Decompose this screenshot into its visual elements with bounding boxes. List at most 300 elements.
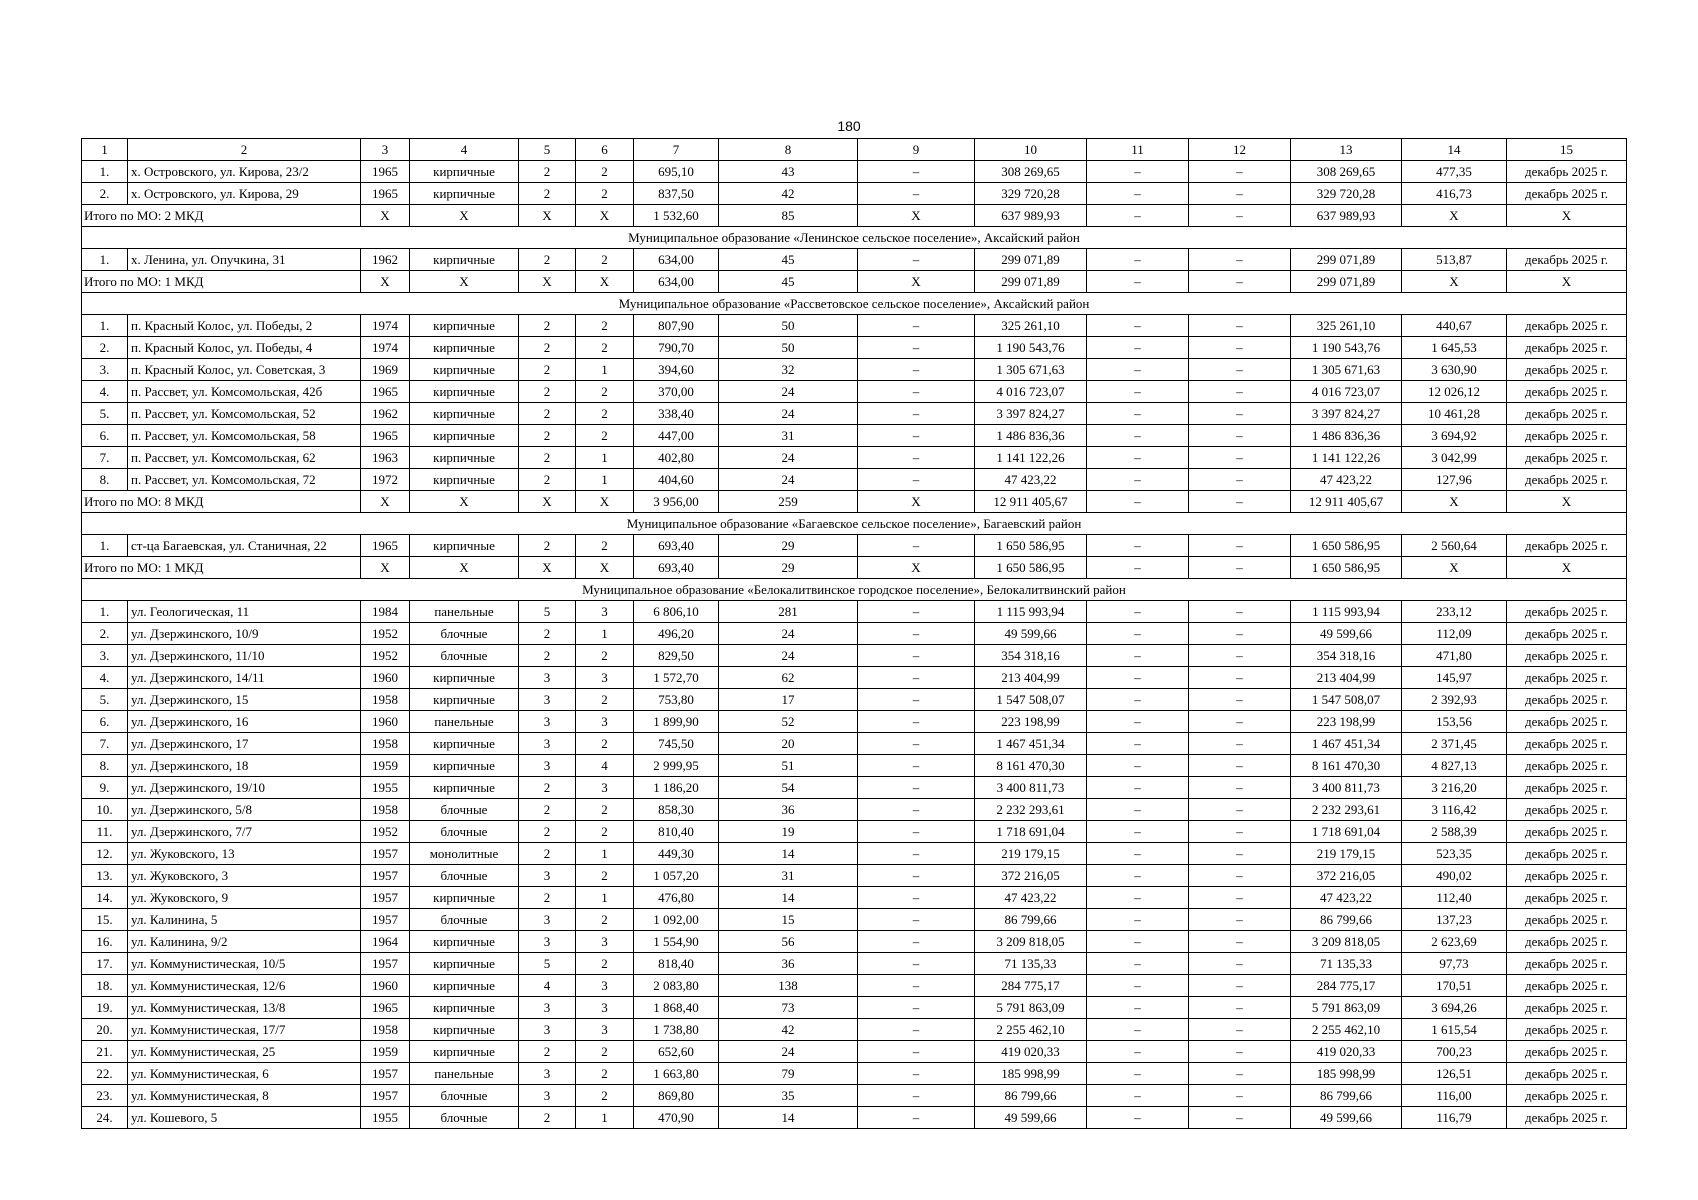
table-cell: 2 bbox=[519, 249, 576, 271]
table-cell: декабрь 2025 г. bbox=[1507, 689, 1627, 711]
table-cell: 116,00 bbox=[1402, 1085, 1507, 1107]
table-cell: 4. bbox=[82, 667, 128, 689]
table-cell: п. Рассвет, ул. Комсомольская, 72 bbox=[128, 469, 361, 491]
table-cell: 14. bbox=[82, 887, 128, 909]
table-cell: 1958 bbox=[361, 689, 410, 711]
table-cell: – bbox=[858, 161, 975, 183]
total-label: Итого по МО: 1 МКД bbox=[82, 271, 361, 293]
table-cell: 3 216,20 bbox=[1402, 777, 1507, 799]
table-cell: 2 bbox=[576, 865, 634, 887]
total-cell: X bbox=[410, 557, 519, 579]
table-cell: 2 bbox=[519, 623, 576, 645]
table-cell: 12. bbox=[82, 843, 128, 865]
table-cell: 1 186,20 bbox=[634, 777, 719, 799]
table-cell: 2 bbox=[576, 1085, 634, 1107]
table-cell: – bbox=[858, 865, 975, 887]
table-cell: ул. Дзержинского, 14/11 bbox=[128, 667, 361, 689]
table-cell: 1972 bbox=[361, 469, 410, 491]
table-cell: 50 bbox=[719, 315, 858, 337]
table-cell: 3 bbox=[576, 711, 634, 733]
table-cell: ул. Калинина, 5 bbox=[128, 909, 361, 931]
total-cell: X bbox=[1402, 205, 1507, 227]
total-cell: X bbox=[858, 271, 975, 293]
table-cell: 1 bbox=[576, 887, 634, 909]
table-cell: 2 392,93 bbox=[1402, 689, 1507, 711]
table-cell: – bbox=[1189, 843, 1291, 865]
table-cell: 2 bbox=[519, 381, 576, 403]
table-cell: 1 467 451,34 bbox=[975, 733, 1087, 755]
table-cell: – bbox=[1189, 1085, 1291, 1107]
table-cell: 1. bbox=[82, 249, 128, 271]
table-cell: – bbox=[1087, 249, 1189, 271]
table-cell: 3 630,90 bbox=[1402, 359, 1507, 381]
table-cell: декабрь 2025 г. bbox=[1507, 755, 1627, 777]
total-cell: X bbox=[576, 491, 634, 513]
total-cell: X bbox=[1402, 491, 1507, 513]
table-cell: 284 775,17 bbox=[1291, 975, 1402, 997]
table-cell: кирпичные bbox=[410, 381, 519, 403]
column-number-cell: 6 bbox=[576, 139, 634, 161]
table-cell: 3 bbox=[519, 733, 576, 755]
table-cell: – bbox=[858, 315, 975, 337]
table-cell: 49 599,66 bbox=[1291, 623, 1402, 645]
total-row bbox=[82, 557, 1627, 579]
table-cell: – bbox=[1189, 249, 1291, 271]
table-cell: 1 190 543,76 bbox=[1291, 337, 1402, 359]
table-cell: 476,80 bbox=[634, 887, 719, 909]
table-cell: 2 bbox=[519, 469, 576, 491]
table-cell: 1 115 993,94 bbox=[1291, 601, 1402, 623]
table-cell: 2 bbox=[519, 799, 576, 821]
table-cell: 281 bbox=[719, 601, 858, 623]
table-cell: – bbox=[1189, 381, 1291, 403]
table-cell: 394,60 bbox=[634, 359, 719, 381]
table-cell: 2 999,95 bbox=[634, 755, 719, 777]
table-cell: кирпичные bbox=[410, 689, 519, 711]
table-cell: 354 318,16 bbox=[1291, 645, 1402, 667]
table-cell: 1959 bbox=[361, 755, 410, 777]
municipality-header-row bbox=[82, 579, 1627, 601]
table-cell: – bbox=[858, 689, 975, 711]
table-cell: кирпичные bbox=[410, 161, 519, 183]
total-cell: 12 911 405,67 bbox=[1291, 491, 1402, 513]
table-cell: кирпичные bbox=[410, 733, 519, 755]
table-cell: 6. bbox=[82, 425, 128, 447]
table-cell: декабрь 2025 г. bbox=[1507, 733, 1627, 755]
housing-repair-table bbox=[81, 138, 1627, 1129]
table-body bbox=[82, 161, 1627, 1129]
table-cell: 49 599,66 bbox=[1291, 1107, 1402, 1129]
table-cell: декабрь 2025 г. bbox=[1507, 865, 1627, 887]
table-cell: – bbox=[1087, 623, 1189, 645]
table-cell: 807,90 bbox=[634, 315, 719, 337]
column-number-cell: 15 bbox=[1507, 139, 1627, 161]
total-cell: 693,40 bbox=[634, 557, 719, 579]
total-cell: X bbox=[410, 205, 519, 227]
table-cell: декабрь 2025 г. bbox=[1507, 623, 1627, 645]
table-cell: ул. Дзержинского, 19/10 bbox=[128, 777, 361, 799]
table-cell: 24 bbox=[719, 403, 858, 425]
table-cell: – bbox=[1189, 733, 1291, 755]
table-cell: 790,70 bbox=[634, 337, 719, 359]
table-cell: 652,60 bbox=[634, 1041, 719, 1063]
table-cell: – bbox=[858, 425, 975, 447]
table-cell: декабрь 2025 г. bbox=[1507, 821, 1627, 843]
table-row bbox=[82, 887, 1627, 909]
table-cell: 1 615,54 bbox=[1402, 1019, 1507, 1041]
table-cell: 1965 bbox=[361, 381, 410, 403]
table-cell: 8. bbox=[82, 755, 128, 777]
table-cell: ул. Кошевого, 5 bbox=[128, 1107, 361, 1129]
total-cell: X bbox=[1507, 271, 1627, 293]
table-cell: ул. Дзержинского, 5/8 bbox=[128, 799, 361, 821]
table-cell: 6 806,10 bbox=[634, 601, 719, 623]
table-cell: х. Островского, ул. Кирова, 29 bbox=[128, 183, 361, 205]
table-cell: 3 bbox=[519, 909, 576, 931]
total-cell: 3 956,00 bbox=[634, 491, 719, 513]
table-cell: 2. bbox=[82, 623, 128, 645]
table-cell: 2 bbox=[576, 645, 634, 667]
total-cell: – bbox=[1087, 557, 1189, 579]
table-cell: – bbox=[1087, 161, 1189, 183]
table-cell: 858,30 bbox=[634, 799, 719, 821]
total-cell: 634,00 bbox=[634, 271, 719, 293]
total-cell: – bbox=[1189, 205, 1291, 227]
table-cell: – bbox=[1087, 447, 1189, 469]
total-cell: – bbox=[1087, 491, 1189, 513]
column-number-cell: 9 bbox=[858, 139, 975, 161]
total-cell: 299 071,89 bbox=[1291, 271, 1402, 293]
table-cell: 490,02 bbox=[1402, 865, 1507, 887]
table-cell: 419 020,33 bbox=[975, 1041, 1087, 1063]
table-cell: 3 bbox=[519, 931, 576, 953]
table-cell: 3 bbox=[576, 931, 634, 953]
table-cell: 45 bbox=[719, 249, 858, 271]
table-cell: 3 bbox=[576, 777, 634, 799]
table-cell: 695,10 bbox=[634, 161, 719, 183]
table-cell: 284 775,17 bbox=[975, 975, 1087, 997]
table-cell: ул. Дзержинского, 7/7 bbox=[128, 821, 361, 843]
table-cell: 523,35 bbox=[1402, 843, 1507, 865]
table-cell: 7. bbox=[82, 733, 128, 755]
table-cell: 1952 bbox=[361, 645, 410, 667]
table-cell: 3 bbox=[576, 667, 634, 689]
table-cell: 43 bbox=[719, 161, 858, 183]
table-cell: 1959 bbox=[361, 1041, 410, 1063]
table-cell: 1955 bbox=[361, 777, 410, 799]
table-cell: кирпичные bbox=[410, 975, 519, 997]
table-cell: 24 bbox=[719, 469, 858, 491]
table-cell: 2 bbox=[519, 843, 576, 865]
total-cell: X bbox=[576, 557, 634, 579]
table-cell: кирпичные bbox=[410, 403, 519, 425]
table-cell: 329 720,28 bbox=[975, 183, 1087, 205]
total-cell: 259 bbox=[719, 491, 858, 513]
column-number-row bbox=[82, 139, 1627, 161]
table-cell: – bbox=[858, 359, 975, 381]
table-cell: 2 560,64 bbox=[1402, 535, 1507, 557]
table-cell: 3 bbox=[519, 755, 576, 777]
table-cell: – bbox=[858, 183, 975, 205]
table-cell: – bbox=[858, 777, 975, 799]
table-cell: 79 bbox=[719, 1063, 858, 1085]
table-cell: 2 bbox=[519, 777, 576, 799]
table-row bbox=[82, 381, 1627, 403]
table-cell: п. Красный Колос, ул. Победы, 2 bbox=[128, 315, 361, 337]
table-cell: 1 115 993,94 bbox=[975, 601, 1087, 623]
table-cell: 1974 bbox=[361, 337, 410, 359]
table-cell: – bbox=[858, 821, 975, 843]
table-cell: панельные bbox=[410, 711, 519, 733]
table-cell: 16. bbox=[82, 931, 128, 953]
table-cell: 233,12 bbox=[1402, 601, 1507, 623]
table-cell: 1 718 691,04 bbox=[975, 821, 1087, 843]
table-row bbox=[82, 1063, 1627, 1085]
total-row bbox=[82, 205, 1627, 227]
table-cell: – bbox=[1189, 183, 1291, 205]
table-cell: – bbox=[1087, 535, 1189, 557]
table-row bbox=[82, 1019, 1627, 1041]
table-cell: декабрь 2025 г. bbox=[1507, 1085, 1627, 1107]
table-cell: 2 bbox=[576, 249, 634, 271]
total-cell: X bbox=[361, 205, 410, 227]
table-cell: – bbox=[858, 249, 975, 271]
table-cell: 6. bbox=[82, 711, 128, 733]
table-cell: 2 588,39 bbox=[1402, 821, 1507, 843]
table-cell: 2 bbox=[576, 183, 634, 205]
column-number-cell: 5 bbox=[519, 139, 576, 161]
table-cell: 49 599,66 bbox=[975, 1107, 1087, 1129]
column-number-header bbox=[82, 139, 1627, 161]
table-cell: кирпичные bbox=[410, 337, 519, 359]
table-cell: 42 bbox=[719, 183, 858, 205]
table-cell: 219 179,15 bbox=[1291, 843, 1402, 865]
table-cell: 1 bbox=[576, 469, 634, 491]
table-cell: ул. Коммунистическая, 8 bbox=[128, 1085, 361, 1107]
table-cell: декабрь 2025 г. bbox=[1507, 183, 1627, 205]
table-cell: декабрь 2025 г. bbox=[1507, 843, 1627, 865]
total-cell: X bbox=[1507, 205, 1627, 227]
table-cell: 1 868,40 bbox=[634, 997, 719, 1019]
table-cell: 15 bbox=[719, 909, 858, 931]
table-cell: декабрь 2025 г. bbox=[1507, 1019, 1627, 1041]
table-cell: 1 718 691,04 bbox=[1291, 821, 1402, 843]
table-cell: – bbox=[1087, 997, 1189, 1019]
table-cell: 3 400 811,73 bbox=[1291, 777, 1402, 799]
table-cell: – bbox=[858, 667, 975, 689]
table-cell: 1965 bbox=[361, 161, 410, 183]
table-cell: 308 269,65 bbox=[1291, 161, 1402, 183]
table-row bbox=[82, 953, 1627, 975]
table-cell: 3 bbox=[519, 689, 576, 711]
table-cell: декабрь 2025 г. bbox=[1507, 997, 1627, 1019]
table-cell: 97,73 bbox=[1402, 953, 1507, 975]
table-cell: 62 bbox=[719, 667, 858, 689]
table-cell: – bbox=[858, 909, 975, 931]
table-cell: 126,51 bbox=[1402, 1063, 1507, 1085]
table-cell: 3 bbox=[519, 997, 576, 1019]
table-cell: 51 bbox=[719, 755, 858, 777]
table-row bbox=[82, 249, 1627, 271]
table-cell: 8 161 470,30 bbox=[1291, 755, 1402, 777]
table-cell: 1958 bbox=[361, 799, 410, 821]
table-cell: ул. Жуковского, 3 bbox=[128, 865, 361, 887]
table-cell: 1 bbox=[576, 843, 634, 865]
table-cell: 2 bbox=[576, 381, 634, 403]
table-cell: – bbox=[1189, 623, 1291, 645]
total-cell: X bbox=[519, 557, 576, 579]
table-cell: 2 bbox=[576, 689, 634, 711]
table-cell: – bbox=[1087, 1107, 1189, 1129]
table-cell: – bbox=[1087, 183, 1189, 205]
table-cell: декабрь 2025 г. bbox=[1507, 909, 1627, 931]
table-row bbox=[82, 359, 1627, 381]
table-cell: – bbox=[1189, 601, 1291, 623]
table-cell: 219 179,15 bbox=[975, 843, 1087, 865]
table-cell: 2 bbox=[576, 161, 634, 183]
table-cell: 1 190 543,76 bbox=[975, 337, 1087, 359]
table-cell: – bbox=[1189, 645, 1291, 667]
table-cell: ул. Коммунистическая, 10/5 bbox=[128, 953, 361, 975]
table-cell: 3 397 824,27 bbox=[975, 403, 1087, 425]
table-cell: – bbox=[858, 601, 975, 623]
table-cell: 23. bbox=[82, 1085, 128, 1107]
table-cell: – bbox=[1087, 601, 1189, 623]
table-cell: 404,60 bbox=[634, 469, 719, 491]
table-cell: 223 198,99 bbox=[975, 711, 1087, 733]
table-cell: блочные bbox=[410, 799, 519, 821]
table-cell: п. Рассвет, ул. Комсомольская, 42б bbox=[128, 381, 361, 403]
table-cell: – bbox=[858, 997, 975, 1019]
table-cell: 449,30 bbox=[634, 843, 719, 865]
table-cell: декабрь 2025 г. bbox=[1507, 601, 1627, 623]
column-number-cell: 2 bbox=[128, 139, 361, 161]
table-cell: ул. Дзержинского, 17 bbox=[128, 733, 361, 755]
table-cell: 818,40 bbox=[634, 953, 719, 975]
table-cell: декабрь 2025 г. bbox=[1507, 403, 1627, 425]
table-cell: 1 650 586,95 bbox=[975, 535, 1087, 557]
table-cell: 1957 bbox=[361, 1063, 410, 1085]
table-cell: монолитные bbox=[410, 843, 519, 865]
table-cell: 2 bbox=[576, 315, 634, 337]
table-cell: ул. Жуковского, 9 bbox=[128, 887, 361, 909]
table-cell: – bbox=[1189, 315, 1291, 337]
table-cell: 1965 bbox=[361, 425, 410, 447]
table-cell: 22. bbox=[82, 1063, 128, 1085]
table-cell: 7. bbox=[82, 447, 128, 469]
table-cell: 4. bbox=[82, 381, 128, 403]
table-cell: 1 486 836,36 bbox=[1291, 425, 1402, 447]
table-cell: п. Рассвет, ул. Комсомольская, 52 bbox=[128, 403, 361, 425]
table-cell: 24 bbox=[719, 447, 858, 469]
table-cell: 3 397 824,27 bbox=[1291, 403, 1402, 425]
municipality-header-row bbox=[82, 227, 1627, 249]
column-number-cell: 8 bbox=[719, 139, 858, 161]
table-cell: кирпичные bbox=[410, 249, 519, 271]
table-cell: 829,50 bbox=[634, 645, 719, 667]
table-cell: 2 bbox=[519, 821, 576, 843]
total-cell: 1 650 586,95 bbox=[975, 557, 1087, 579]
table-row bbox=[82, 315, 1627, 337]
table-cell: 1957 bbox=[361, 1085, 410, 1107]
table-cell: – bbox=[1189, 997, 1291, 1019]
table-cell: 3 694,26 bbox=[1402, 997, 1507, 1019]
table-cell: – bbox=[1087, 1041, 1189, 1063]
table-cell: 47 423,22 bbox=[975, 887, 1087, 909]
table-cell: ул. Коммунистическая, 13/8 bbox=[128, 997, 361, 1019]
table-cell: – bbox=[1189, 821, 1291, 843]
table-cell: 3 bbox=[519, 1063, 576, 1085]
table-cell: – bbox=[858, 733, 975, 755]
table-cell: 1 467 451,34 bbox=[1291, 733, 1402, 755]
table-cell: 47 423,22 bbox=[1291, 469, 1402, 491]
total-cell: X bbox=[361, 491, 410, 513]
total-cell: – bbox=[1189, 271, 1291, 293]
table-cell: 2 bbox=[576, 425, 634, 447]
table-cell: 1. bbox=[82, 161, 128, 183]
table-cell: – bbox=[1189, 799, 1291, 821]
table-cell: декабрь 2025 г. bbox=[1507, 337, 1627, 359]
table-cell: 1957 bbox=[361, 865, 410, 887]
table-cell: 1 092,00 bbox=[634, 909, 719, 931]
table-cell: 1 547 508,07 bbox=[1291, 689, 1402, 711]
municipality-header-row bbox=[82, 293, 1627, 315]
table-cell: 1957 bbox=[361, 887, 410, 909]
table-cell: – bbox=[1087, 909, 1189, 931]
total-cell: – bbox=[1189, 557, 1291, 579]
table-cell: – bbox=[1087, 711, 1189, 733]
table-cell: 700,23 bbox=[1402, 1041, 1507, 1063]
table-cell: – bbox=[1087, 667, 1189, 689]
table-cell: 145,97 bbox=[1402, 667, 1507, 689]
column-number-cell: 11 bbox=[1087, 139, 1189, 161]
table-cell: – bbox=[858, 1085, 975, 1107]
table-cell: – bbox=[858, 1019, 975, 1041]
table-row bbox=[82, 645, 1627, 667]
table-cell: – bbox=[1189, 469, 1291, 491]
table-cell: 29 bbox=[719, 535, 858, 557]
table-cell: кирпичные bbox=[410, 469, 519, 491]
total-cell: 45 bbox=[719, 271, 858, 293]
table-cell: 31 bbox=[719, 425, 858, 447]
table-cell: декабрь 2025 г. bbox=[1507, 1041, 1627, 1063]
table-cell: 869,80 bbox=[634, 1085, 719, 1107]
table-cell: блочные bbox=[410, 623, 519, 645]
table-cell: – bbox=[1087, 931, 1189, 953]
table-cell: 4 016 723,07 bbox=[1291, 381, 1402, 403]
table-cell: 372 216,05 bbox=[975, 865, 1087, 887]
table-row bbox=[82, 777, 1627, 799]
table-cell: х. Ленина, ул. Опучкина, 31 bbox=[128, 249, 361, 271]
total-cell: X bbox=[858, 491, 975, 513]
table-cell: 19 bbox=[719, 821, 858, 843]
table-cell: 1969 bbox=[361, 359, 410, 381]
table-cell: 2 bbox=[519, 535, 576, 557]
table-cell: 329 720,28 bbox=[1291, 183, 1402, 205]
table-cell: – bbox=[858, 843, 975, 865]
table-row bbox=[82, 975, 1627, 997]
table-cell: – bbox=[1087, 975, 1189, 997]
table-cell: 137,23 bbox=[1402, 909, 1507, 931]
table-cell: 1965 bbox=[361, 997, 410, 1019]
table-cell: кирпичные bbox=[410, 535, 519, 557]
table-cell: – bbox=[1087, 755, 1189, 777]
table-cell: 299 071,89 bbox=[1291, 249, 1402, 271]
table-cell: 2 bbox=[519, 645, 576, 667]
total-label: Итого по МО: 1 МКД bbox=[82, 557, 361, 579]
total-cell: 12 911 405,67 bbox=[975, 491, 1087, 513]
table-row bbox=[82, 623, 1627, 645]
